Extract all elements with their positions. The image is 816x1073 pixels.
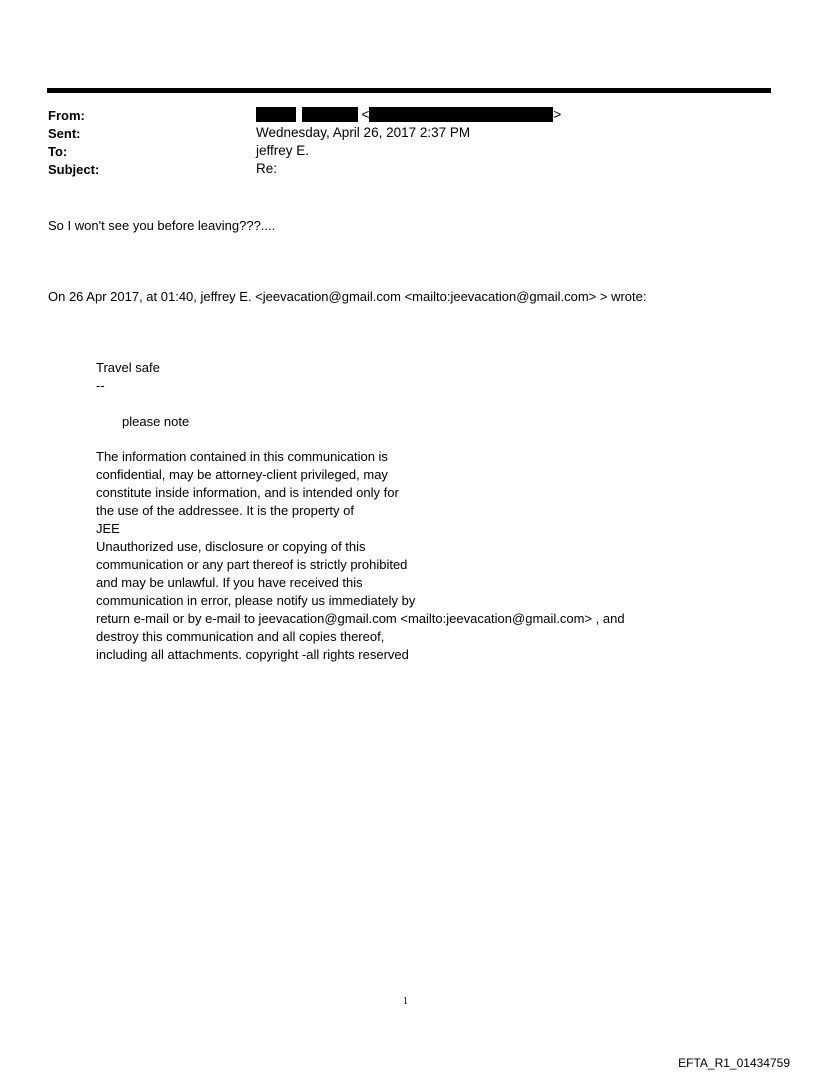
redaction-box [256,107,296,122]
disclaimer-line: Unauthorized use, disclosure or copying of this [96,539,366,554]
disclaimer-line: JEE [96,521,120,536]
disclaimer-line: including all attachments. copyright -all rights reserved [96,647,409,662]
quote-intro: On 26 Apr 2017, at 01:40, jeffrey E. <jeevacation@gmail.com <mailto:jeevacation@gmail.com> > wrote: [48,289,647,304]
header-divider [47,88,771,93]
sent-value: Wednesday, April 26, 2017 2:37 PM [256,125,471,140]
redaction-box [302,107,358,122]
disclaimer-line: constitute inside information, and is intended only for [96,485,399,500]
disclaimer-line: destroy this communication and all copies thereof, [96,629,385,644]
redaction-box [369,107,553,122]
please-note: please note [122,414,190,429]
disclaimer-line: communication in error, please notify us immediately by [96,593,416,608]
to-label: To: [48,144,68,159]
from-gt: > [553,107,562,122]
page-number: 1 [403,996,408,1007]
to-value: jeffrey E. [256,143,310,158]
from-label: From: [48,108,85,123]
reply-text: So I won't see you before leaving???.... [48,218,276,233]
disclaimer-line: return e-mail or by e-mail to jeevacation@gmail.com <mailto:jeevacation@gmail.com> , and [96,611,625,626]
disclaimer-line: and may be unlawful. If you have received this [96,575,363,590]
from-lt: < [361,107,370,122]
signature-separator: -- [96,378,105,393]
disclaimer-line: confidential, may be attorney-client privileged, may [96,467,388,482]
bates-number: EFTA_R1_01434759 [678,1056,790,1070]
subject-label: Subject: [48,162,100,177]
quoted-line: Travel safe [96,360,160,375]
disclaimer-line: communication or any part thereof is strictly prohibited [96,557,408,572]
disclaimer-line: the use of the addressee. It is the property of [96,503,354,518]
disclaimer [96,448,625,664]
disclaimer-line: The information contained in this communication is [96,449,388,464]
from-value [256,107,561,122]
subject-value: Re: [256,161,278,176]
sent-label: Sent: [48,126,81,141]
